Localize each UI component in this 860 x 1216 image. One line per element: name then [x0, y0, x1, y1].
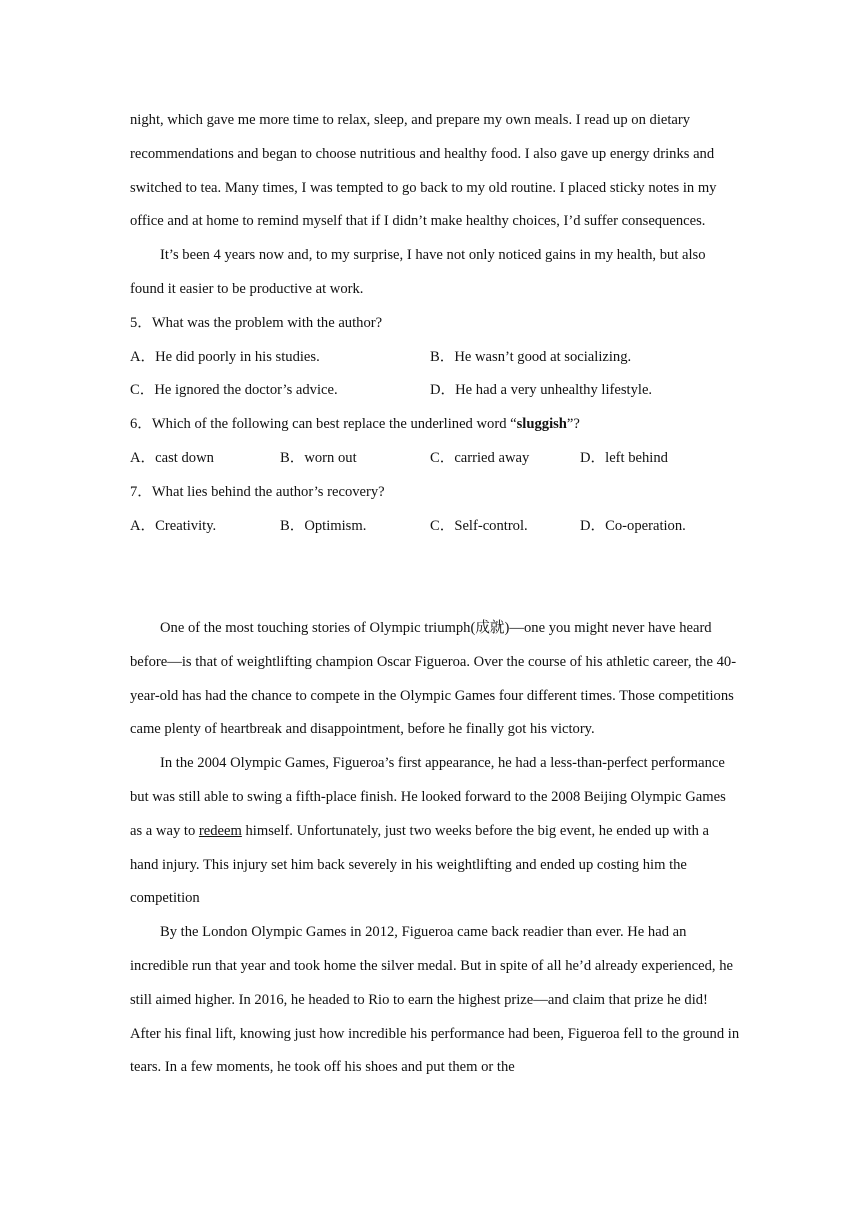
question-text: What lies behind the author’s recovery? [151, 483, 385, 500]
question-6 [130, 408, 740, 476]
option-letter: B． [430, 348, 455, 365]
option-b[interactable] [430, 341, 730, 375]
option-text: Optimism. [304, 517, 367, 534]
question-stem [130, 476, 740, 510]
option-a[interactable] [130, 442, 280, 476]
option-row [130, 374, 740, 408]
question-number: 6． [130, 416, 152, 433]
option-c[interactable] [430, 510, 580, 544]
option-text: He ignored the doctor’s advice. [154, 382, 338, 399]
question-text-end: ”? [566, 416, 580, 433]
option-b[interactable] [280, 510, 430, 544]
paragraph-text: himself. Unfortunately, just two weeks before the big event, he ended up with a hand injury. This injury set him back severely in his weightlifting and ended up costing him the competition [130, 822, 710, 907]
option-a[interactable] [130, 510, 280, 544]
option-text: Creativity. [155, 517, 217, 534]
question-number: 5． [130, 314, 152, 331]
option-letter: C． [430, 517, 455, 534]
option-b[interactable] [280, 442, 430, 476]
bold-word: sluggish [516, 416, 567, 433]
question-text: Which of the following can best replace the underlined word “ [151, 416, 517, 433]
option-letter: B． [280, 517, 305, 534]
question-text: What was the problem with the author? [151, 314, 383, 331]
option-text: left behind [605, 449, 668, 466]
question-stem [130, 307, 740, 341]
question-7 [130, 476, 740, 544]
option-c[interactable] [130, 374, 430, 408]
passage-one-paragraph: night, which gave me more time to relax, sleep, and prepare my own meals. I read up on dietary recommendations and began to choose nutritious and healthy food. I also gave up energy drinks and switched to tea. Many times, I was tempted to go back to my old routine. I placed sticky notes in my office and at home to remind myself that if I didn’t make healthy choices, I’d suffer consequences. [130, 112, 717, 230]
question-number: 7． [130, 483, 152, 500]
passage-two-paragraph: One of the most touching stories of Olympic triumph(成就)—one you might never have heard before—is that of weightlifting champion Oscar Figueroa. Over the course of his athletic career, the 40-year-old has had the chance to compete in the Olympic Games four different times. Those competitions came plenty of heartbreak and disappointment, before he finally got his victory. [130, 620, 737, 738]
passage-two-paragraph [130, 747, 740, 916]
option-text: worn out [304, 449, 357, 466]
option-letter: D． [580, 449, 606, 466]
passage-one [130, 104, 740, 543]
passage-two [130, 612, 740, 1085]
option-c[interactable] [430, 442, 580, 476]
option-letter: C． [130, 382, 155, 399]
option-text: Self-control. [454, 517, 528, 534]
question-stem [130, 408, 740, 442]
passage-one-paragraph: It’s been 4 years now and, to my surprise, I have not only noticed gains in my health, but also found it easier to be productive at work. [130, 247, 706, 297]
option-row [130, 442, 740, 476]
underlined-word: redeem [198, 822, 242, 839]
option-d[interactable] [430, 374, 730, 408]
paragraph-text: In the 2004 Olympic Games, Figueroa’s first appearance, he had a less-than-perfect performance but was still able to swing a fifth-place finish. He looked forward to the 2008 Beijing Olympic Games as a way to [130, 755, 726, 839]
option-letter: A． [130, 449, 156, 466]
option-text: He did poorly in his studies. [155, 348, 320, 365]
option-text: He had a very unhealthy lifestyle. [455, 382, 653, 399]
question-5 [130, 307, 740, 408]
option-text: Co-operation. [605, 517, 686, 534]
passage-two-paragraph: By the London Olympic Games in 2012, Figueroa came back readier than ever. He had an incredible run that year and took home the silver medal. But in spite of all he’d already experienced, he still aimed higher. In 2016, he headed to Rio to earn the highest prize—and claim that prize he did! After his final lift, knowing just how incredible his performance had been, Figueroa fell to the ground in tears. In a few moments, he took off his shoes and put them or the [130, 924, 740, 1076]
option-text: carried away [454, 449, 530, 466]
option-letter: B． [280, 449, 305, 466]
option-letter: C． [430, 449, 455, 466]
option-d[interactable] [580, 442, 730, 476]
option-row [130, 341, 740, 375]
option-text: cast down [155, 449, 214, 466]
option-row [130, 510, 740, 544]
option-letter: A． [130, 517, 156, 534]
option-letter: A． [130, 348, 156, 365]
option-d[interactable] [580, 510, 730, 544]
option-text: He wasn’t good at socializing. [454, 348, 632, 365]
option-a[interactable] [130, 341, 430, 375]
option-letter: D． [430, 382, 456, 399]
option-letter: D． [580, 517, 606, 534]
